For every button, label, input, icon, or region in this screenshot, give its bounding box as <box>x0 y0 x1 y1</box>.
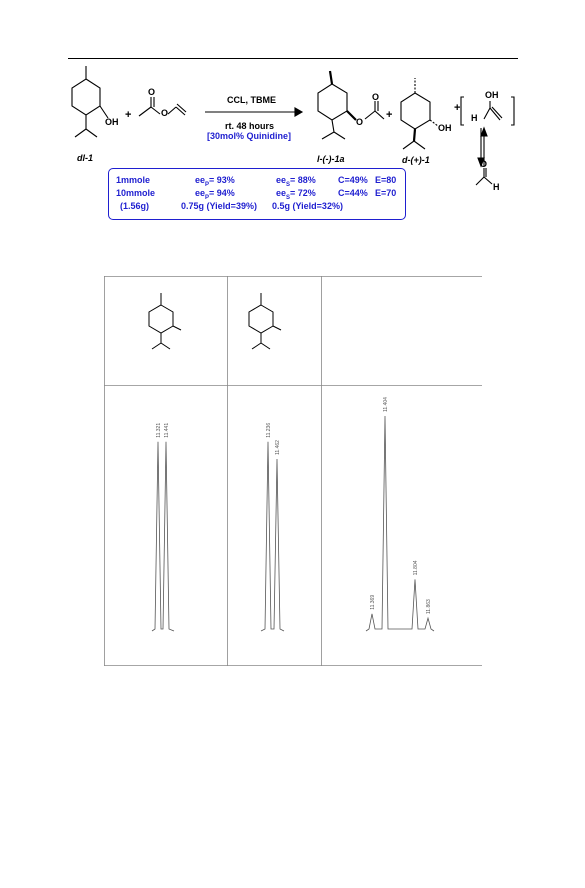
additive-label: [30mol% Quinidine] <box>207 131 292 141</box>
row1-scale: 1mmole <box>116 175 151 185</box>
peak-label: 11.863 <box>426 599 432 615</box>
menthol-d-structure <box>401 78 438 149</box>
product2-label: d-(+)-1 <box>402 155 430 165</box>
row1-conversion: C=49% <box>338 175 368 185</box>
conditions-label: rt. 48 hours <box>225 121 275 131</box>
product1-label: l-(-)-1a <box>317 154 345 164</box>
enol-tautomer-structure <box>461 97 514 185</box>
peak-label: 11.804 <box>413 560 419 576</box>
menthyl-acetate-structure <box>318 71 384 139</box>
gc-chromatogram-table <box>104 276 482 666</box>
row1-e-value: E=80 <box>375 175 397 185</box>
menthol-racemic-structure <box>72 66 108 137</box>
o-label-acetate-ester: O <box>161 108 169 118</box>
menthol-structure-col2 <box>249 293 281 349</box>
oh-label-enol: OH <box>485 90 499 100</box>
chrom2-trace <box>261 442 284 631</box>
row3-mass: (1.56g) <box>120 201 150 211</box>
peak-label: 11.321 <box>156 422 162 438</box>
peak-label: 11.441 <box>164 422 170 438</box>
peak-label: 11.462 <box>275 440 281 455</box>
peak-label: 11.369 <box>370 594 376 610</box>
row3-yield-product1: 0.75g (Yield=39%) <box>181 201 257 211</box>
menthol-structure-col1 <box>149 293 181 349</box>
oh-label-reactant: OH <box>105 117 119 127</box>
row1-eep: $ee_P= 93\%$ <box>195 175 235 188</box>
reactant-label: dl-1 <box>77 153 94 163</box>
plus-sign: + <box>386 109 393 121</box>
row2-scale: 10mmole <box>116 188 156 198</box>
o-label-acetate-carbonyl: O <box>148 87 156 97</box>
h-label-aldehyde: H <box>493 182 500 192</box>
o-label-product-ester: O <box>356 117 364 127</box>
chrom1-trace <box>152 442 174 631</box>
plus-sign: + <box>454 102 461 114</box>
plus-sign: + <box>125 109 132 121</box>
peak-label: 11.236 <box>266 422 272 438</box>
h-label-enol: H <box>471 113 478 123</box>
o-label-product-carbonyl: O <box>372 92 380 102</box>
chrom3-trace <box>366 416 434 631</box>
row2-e-value: E=70 <box>375 188 397 198</box>
o-label-aldehyde: O <box>480 159 488 169</box>
peak-label: 11.404 <box>383 397 389 412</box>
row2-ees: $ee_S= 72\%$ <box>276 188 316 201</box>
reagent-label: CCL, TBME <box>227 95 276 105</box>
row2-eep: $ee_P= 94\%$ <box>195 188 235 201</box>
row1-ees: $ee_S= 88\%$ <box>276 175 316 188</box>
oh-label-product: OH <box>438 123 452 133</box>
row2-conversion: C=44% <box>338 188 368 198</box>
row3-yield-product2: 0.5g (Yield=32%) <box>272 201 343 211</box>
